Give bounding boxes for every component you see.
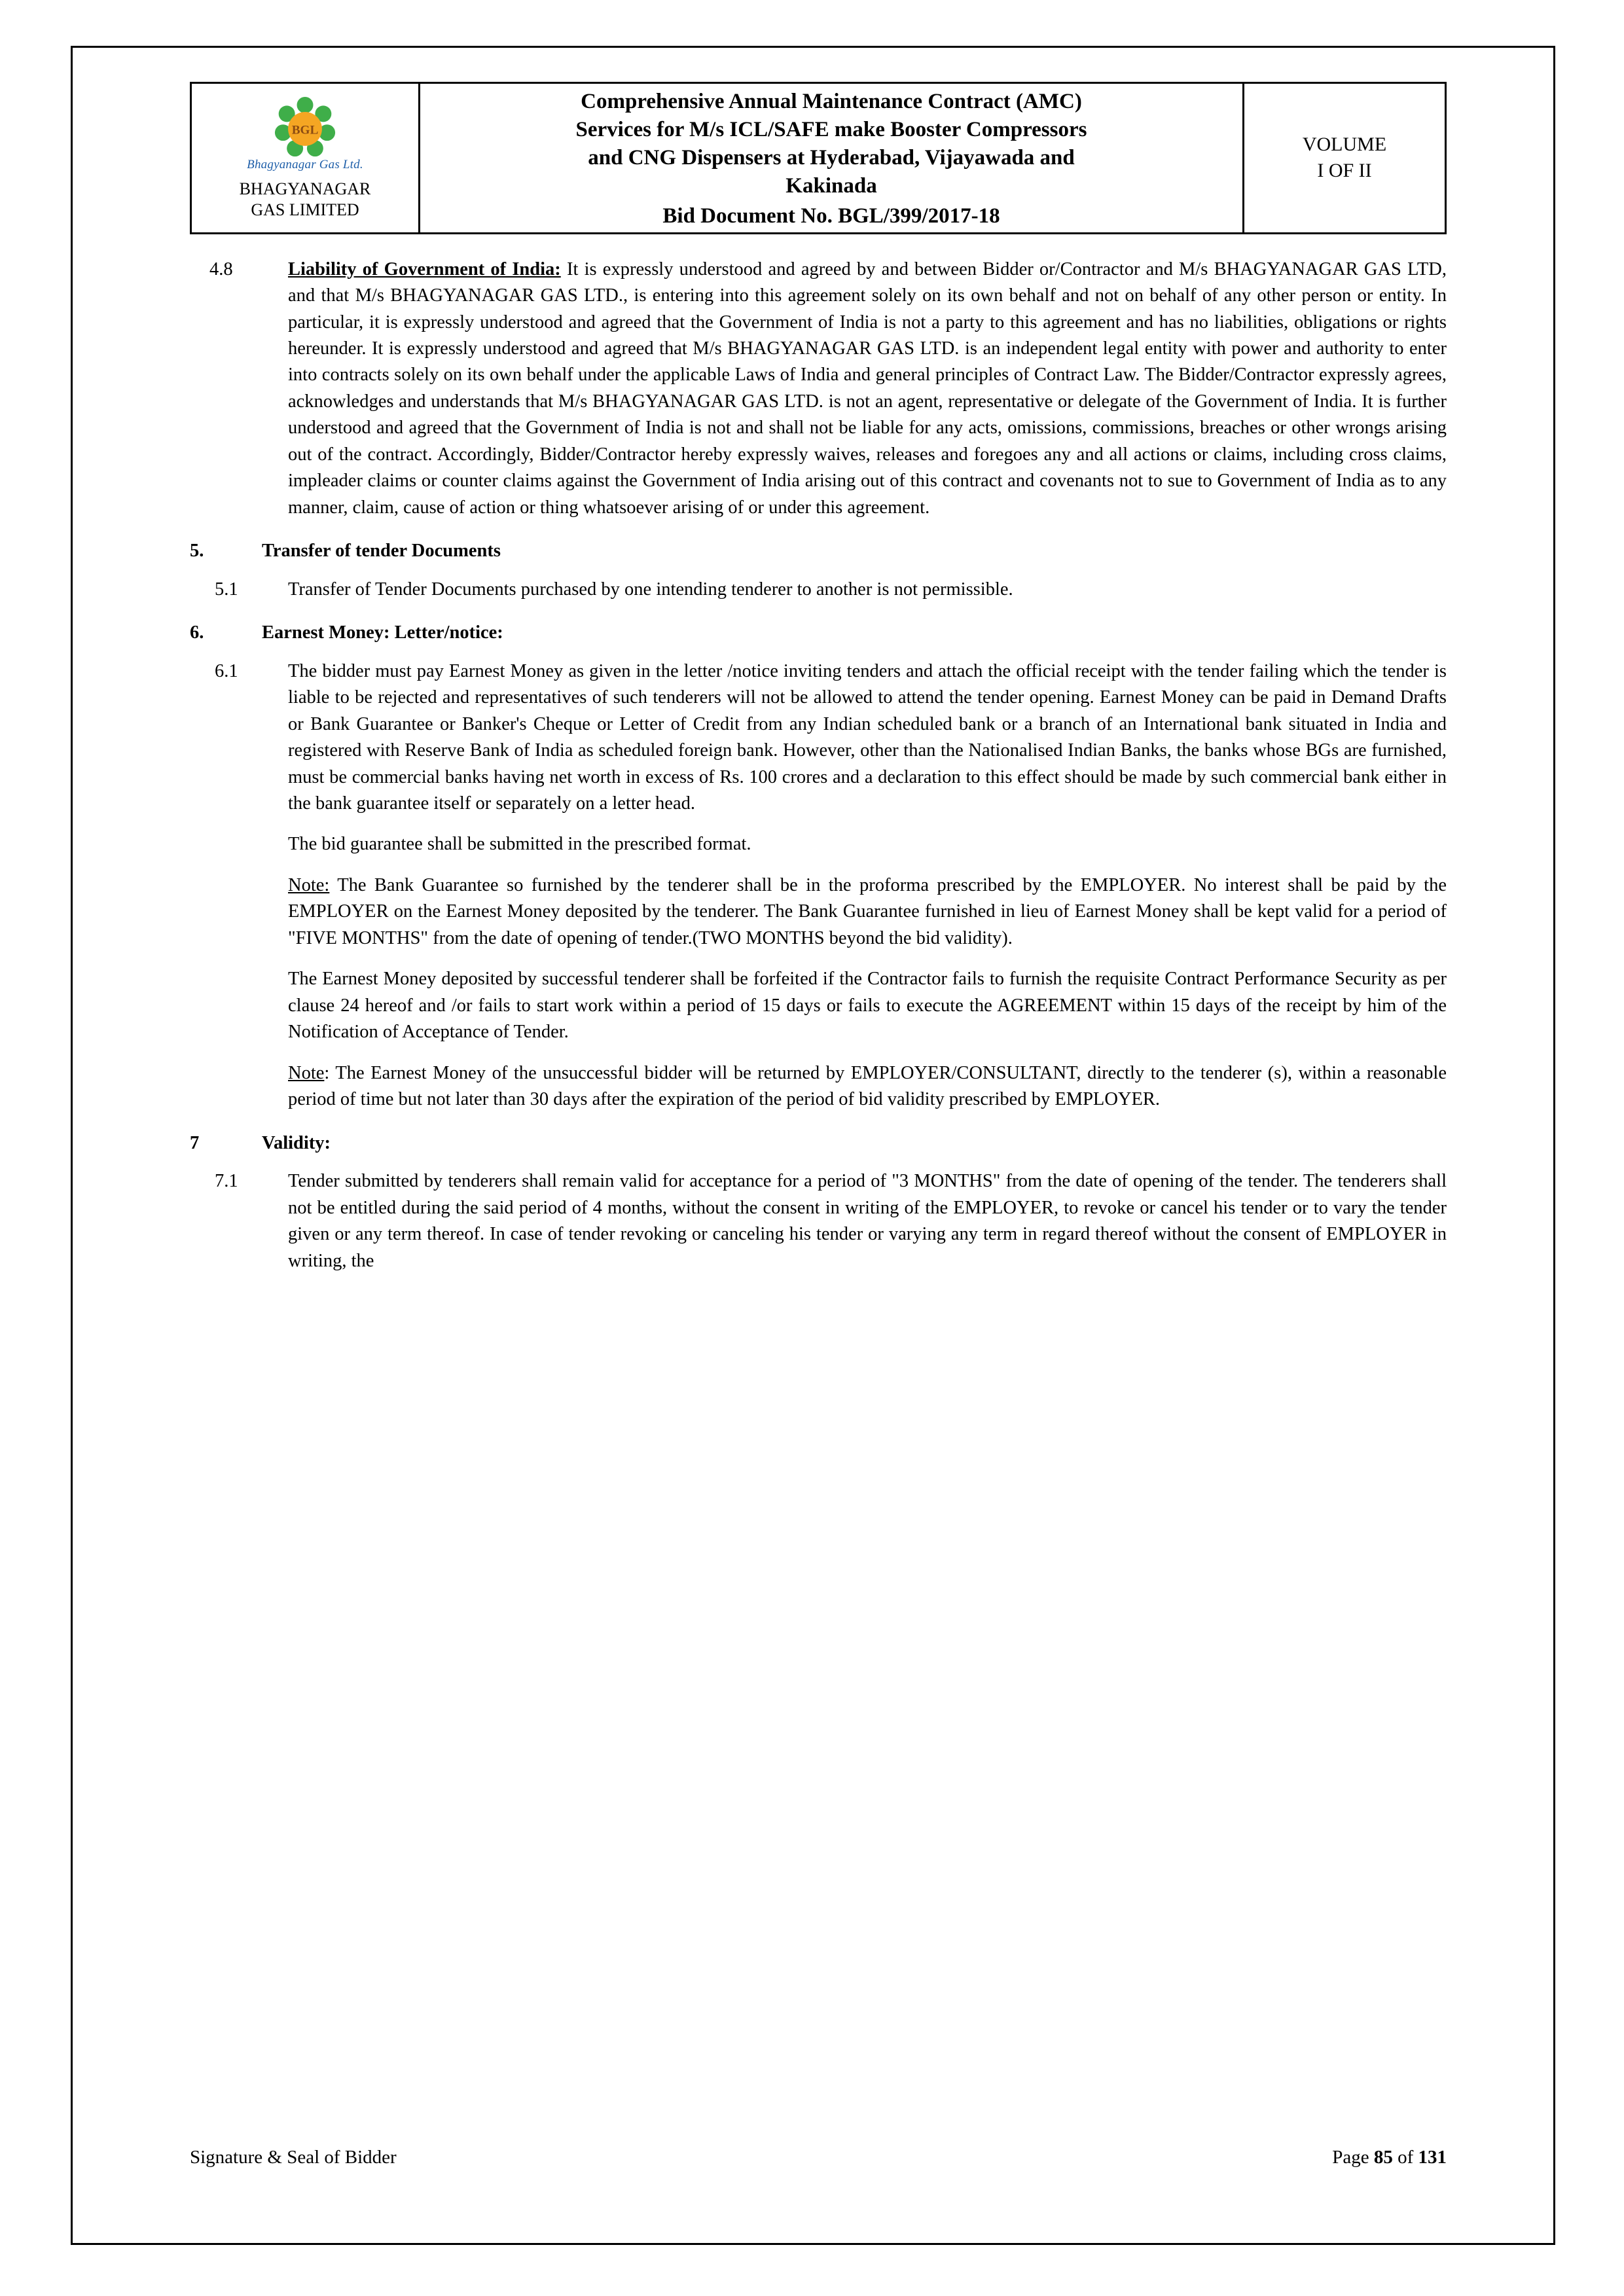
- clause-7-1-text: Tender submitted by tenderers shall remain valid for acceptance for a period of "3 MONTHS" from the date of opening of the tender. The tenderers shall not be entitled during the said period of 4 months, without the consent in writing of the EMPLOYER, to revoke or cancel his tender or to vary the tender given or any term thereof. In case of tender revoking or canceling his tender or varying any term in regard thereof without the consent of EMPLOYER in writing, the: [288, 1171, 1447, 1271]
- clause-7-heading: Validity:: [262, 1132, 331, 1153]
- clause-6-1-para-1: The bidder must pay Earnest Money as given in the letter /notice inviting tenders and attach the official receipt with the tender failing which the tender is liable to be rejected and representatives of such tenderers will not be allowed to attend the tender opening. Earnest Money can be paid in Demand Drafts or Bank Guarantee or Banker's Cheque or Letter of Credit from any Indian scheduled bank or a branch of an International bank situated in India and registered with Reserve Bank of India as scheduled foreign bank. However, other than the Nationalised Indian Banks, the banks whose BGs are furnished, must be commercial banks having net worth in excess of Rs. 100 crores and a declaration to this effect should be made by such commercial bank either in the bank guarantee itself or separately on a letter head.: [288, 660, 1447, 814]
- clause-5-number: 5.: [190, 541, 204, 562]
- footer-page-total: 131: [1418, 2147, 1447, 2168]
- logo-cell: [191, 83, 420, 234]
- clause-5-heading: Transfer of tender Documents: [262, 541, 501, 562]
- clause-7-number: 7: [190, 1132, 200, 1153]
- clause-4-8-body: It is expressly understood and agreed by and between Bidder or/Contractor and M/s BHAGYANAGAR GAS LTD, and that M/s BHAGYANAGAR GAS LTD., is entering into this agreement solely on its own behalf and not on behalf of any other person or entity. In particular, it is expressly understood and agreed that the Government of India is not a party to this agreement and has no liabilities, obligations or rights hereunder. It is expressly understood and agreed that M/s BHAGYANAGAR GAS LTD. is an independent legal entity with power and authority to enter into contracts solely on its own behalf under the applicable Laws of India and general principles of Contract Law. The Bidder/Contractor expressly agrees, acknowledges and understands that M/s BHAGYANAGAR GAS LTD. is not an agent, representative or delegate of the Government of India. It is further understood and agreed that the Government of India is not and shall not be liable for any acts, omissions, commissions, breaches or other wrongs arising out of the contract. Accordingly, Bidder/Contractor hereby expressly waives, releases and foregoes any and all actions or claims, including cross claims, impleader claims or counter claims against the Government of India arising out of this contract and covenants not to sue to Government of India as to any manner, claim, cause of action or thing whatsoever arising of or under this agreement.: [288, 259, 1447, 518]
- clause-6-heading: Earnest Money: Letter/notice:: [262, 622, 503, 643]
- clause-6-1-para-4: The Earnest Money deposited by successful tenderer shall be forfeited if the Contractor fails to furnish the requisite Contract Performance Security as per clause 24 hereof and /or fails to start work within a period of 15 days or fails to execute the AGREEMENT within 15 days of the receipt by him of the Notification of Acceptance of Tender.: [288, 969, 1447, 1043]
- volume-line-1: VOLUME: [1302, 133, 1387, 155]
- clause-6-1-para-5: [288, 1060, 1447, 1113]
- page-footer: [190, 2147, 1447, 2168]
- footer-page-prefix: Page: [1332, 2147, 1374, 2168]
- title-line-1: Comprehensive Annual Maintenance Contract (AMC): [581, 90, 1082, 113]
- company-name: [197, 179, 413, 221]
- clause-4-8-heading: Liability of Government of India:: [288, 259, 561, 279]
- clause-6-1-number: 6.1: [215, 660, 238, 681]
- clause-6-1-note-text-2: : The Earnest Money of the unsuccessful bidder will be returned by EMPLOYER/CONSULTANT, directly to the tenderer (s), within a reasonable period of time but not later than 30 days after the expiration of the period of bid validity prescribed by EMPLOYER.: [288, 1062, 1447, 1110]
- document-title: [425, 88, 1237, 200]
- title-line-3: and CNG Dispensers at Hyderabad, Vijayawada and: [588, 145, 1075, 170]
- volume-cell: [1244, 83, 1446, 234]
- clause-6-number: 6.: [190, 622, 204, 643]
- clause-5-1: [190, 577, 1447, 603]
- volume-line-2: I OF II: [1317, 160, 1372, 182]
- logo-subtitle: Bhagyanagar Gas Ltd.: [247, 157, 363, 171]
- clause-6-1: [190, 658, 1447, 1113]
- company-logo: [240, 95, 370, 172]
- footer-page-number: [1332, 2147, 1447, 2168]
- title-line-2: Services for M/s ICL/SAFE make Booster Compressors: [575, 117, 1087, 141]
- clause-7-1: [190, 1168, 1447, 1274]
- clause-6-1-note-label-2: Note: [288, 1062, 325, 1083]
- clause-4-8-text: [288, 257, 1447, 522]
- bid-document-number: Bid Document No. BGL/399/2017-18: [662, 204, 1000, 228]
- company-name-line2: GAS LIMITED: [251, 200, 359, 220]
- clause-5-1-text: Transfer of Tender Documents purchased by one intending tenderer to another is not permissible.: [288, 579, 1013, 600]
- clause-7-1-number: 7.1: [215, 1171, 238, 1192]
- clause-4-8: [190, 257, 1447, 522]
- clause-4-8-number: 4.8: [209, 259, 233, 279]
- footer-page-mid: of: [1392, 2147, 1418, 2168]
- header-row: [191, 83, 1446, 234]
- clause-6-heading-row: [190, 620, 1447, 646]
- clause-6-1-note-label-1: Note:: [288, 874, 330, 895]
- clause-6-1-text: [288, 658, 1447, 1113]
- title-cell: [420, 83, 1244, 234]
- clause-6-1-para-3: [288, 872, 1447, 952]
- document-body: [190, 257, 1447, 1274]
- clause-6-1-note-text-1: The Bank Guarantee so furnished by the tenderer shall be in the proforma prescribed by the EMPLOYER. No interest shall be paid by the EMPLOYER on the Earnest Money deposited by the tenderer. The Bank Guarantee furnished in lieu of Earnest Money shall be kept valid for a period of "FIVE MONTHS" from the date of opening of tender.(TWO MONTHS beyond the bid validity).: [288, 874, 1447, 948]
- clause-5-heading-row: [190, 538, 1447, 564]
- footer-signature: Signature & Seal of Bidder: [190, 2147, 397, 2168]
- footer-page-current: 85: [1373, 2147, 1393, 2168]
- bgl-flower-icon: [274, 96, 336, 159]
- title-line-4: Kakinada: [785, 173, 877, 198]
- clause-7-heading-row: [190, 1130, 1447, 1157]
- page-content: [190, 82, 1447, 1278]
- company-name-line1: BHAGYANAGAR: [239, 179, 371, 198]
- clause-6-1-para-2: The bid guarantee shall be submitted in the prescribed format.: [288, 834, 751, 855]
- clause-5-1-number: 5.1: [215, 579, 238, 600]
- document-header-table: [190, 82, 1447, 234]
- svg-text:BGL: BGL: [291, 123, 319, 137]
